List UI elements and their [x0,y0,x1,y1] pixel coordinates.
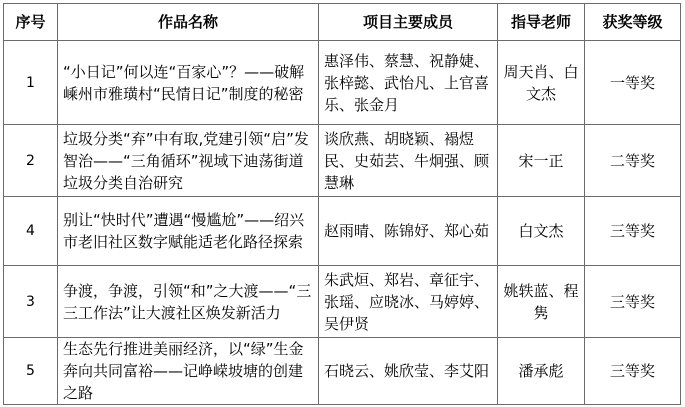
award-cell: 三等奖 [585,266,680,337]
work-title-cell: 别让“快时代”遭遇“慢尴尬”——绍兴市老旧社区数字赋能适老化路径探索 [58,197,318,265]
row-index-cell: 5 [4,338,57,404]
advisor-cell: 潘承彪 [498,338,584,404]
row-index-cell: 1 [4,41,57,124]
work-title-cell: “小日记”何以连“百家心”？——破解嵊州市雅璜村“民情日记”制度的秘密 [58,41,318,124]
award-cell: 一等奖 [585,41,680,124]
advisor-cell: 白文杰 [498,197,584,265]
award-cell: 三等奖 [585,197,680,265]
advisor-cell: 宋一正 [498,125,584,196]
header-award: 获奖等级 [585,4,680,40]
header-advisor: 指导老师 [498,4,584,40]
awards-table [3,3,681,405]
advisor-cell: 周天肖、白文杰 [498,41,584,124]
work-title-cell: 垃圾分类“弃”中有取,党建引领“启”发智治——“三角循环”视域下迪荡街道垃圾分类自治研究 [58,125,318,196]
members-cell: 赵雨晴、陈锦妤、郑心茹 [319,197,497,265]
members-cell: 朱武烜、郑岩、章征宇、张瑶、应晓冰、马婷婷、吴伊贤 [319,266,497,337]
work-title-cell: 生态先行推进美丽经济，以“绿”生金奔向共同富裕——记峥嵘坡塘的创建之路 [58,338,318,404]
members-cell: 惠泽伟、蔡慧、祝静婕、张梓懿、武怡凡、上官喜乐、张金月 [319,41,497,124]
members-cell: 谈欣燕、胡晓颖、褟煜民、史茹芸、牛炯强、顾慧琳 [319,125,497,196]
header-work-title: 作品名称 [58,4,318,40]
award-cell: 二等奖 [585,125,680,196]
row-index-cell: 3 [4,266,57,337]
row-index-cell: 2 [4,125,57,196]
header-index: 序号 [4,4,57,40]
award-cell: 三等奖 [585,338,680,404]
header-members: 项目主要成员 [319,4,497,40]
members-cell: 石晓云、姚欣莹、李艾阳 [319,338,497,404]
row-index-cell: 4 [4,197,57,265]
work-title-cell: 争渡，争渡，引领“和”之大渡——“三三工作法”让大渡社区焕发新活力 [58,266,318,337]
advisor-cell: 姚轶蓝、程隽 [498,266,584,337]
